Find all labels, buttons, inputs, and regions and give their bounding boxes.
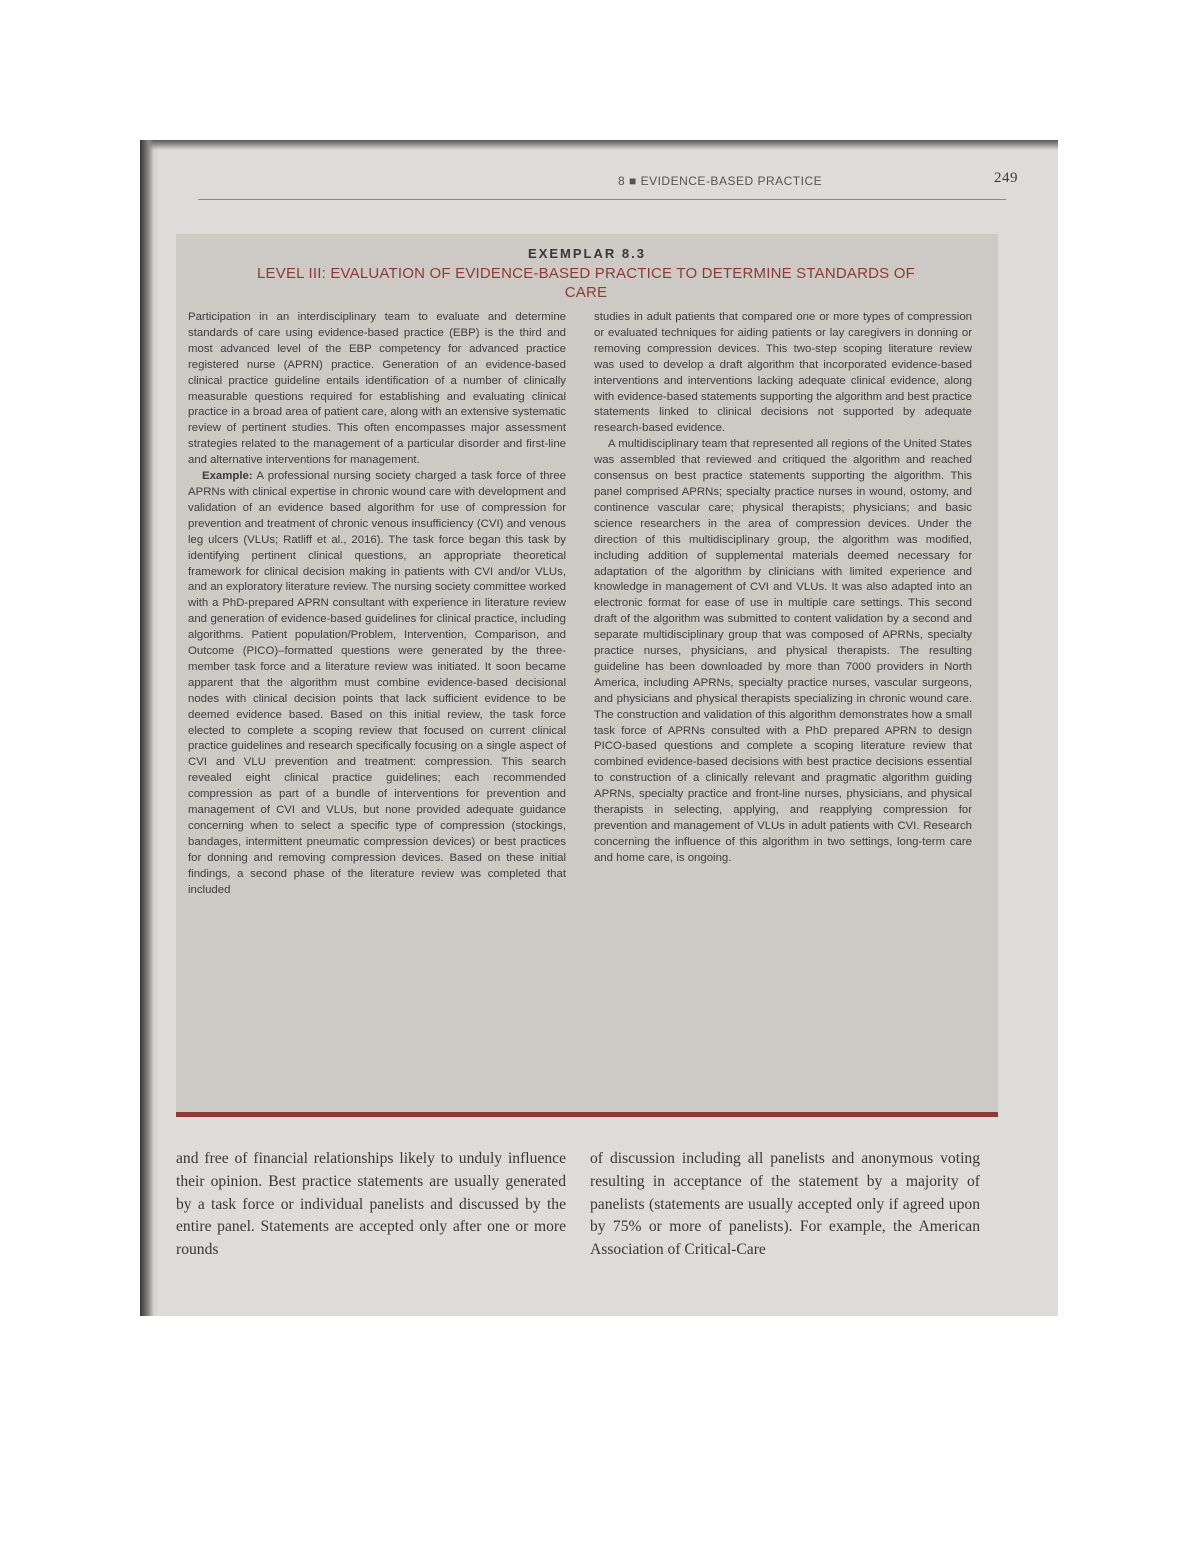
exemplar-right-column [594, 310, 972, 867]
page-shadow-top [140, 140, 1058, 150]
photographed-page [140, 140, 1058, 1316]
exemplar-paragraph: Participation in an interdisciplinary team to evaluate and determine standards of care using evidence-based practice (EBP) is the third and most advanced level of the EBP competency for advanced practice registered nurse (APRN) practice. Generation of an evidence-based clinical practice guideline entails identification of a number of clinically measurable questions required for establishing and evaluating clinical practice in a broad area of patient care, along with an extensive systematic review of pertinent studies. This often encompasses major assessment strategies related to the management of a particular disorder and first-line and alternative interventions for management. [188, 311, 566, 467]
body-paragraph: and free of financial relationships likely to unduly influence their opinion. Best practice statements are usually generated by a task force or individual panelists and discussed by the entire panel. Statements are accepted only after one or more rounds [176, 1150, 566, 1259]
page-number: 249 [994, 170, 1018, 186]
body-paragraph: of discussion including all panelists and anonymous voting resulting in acceptance of the statement by a majority of panelists (statements are usually accepted only if agreed upon by 75% or more of panelists). For example, the American Association of Critical-Care [590, 1150, 980, 1259]
exemplar-box [176, 234, 998, 1112]
exemplar-paragraph [188, 469, 566, 898]
body-right-column [590, 1148, 980, 1262]
exemplar-left-column [188, 310, 566, 899]
header-rule [198, 199, 1006, 200]
exemplar-bottom-rule [176, 1112, 998, 1117]
chapter-title: 8 ■ EVIDENCE-BASED PRACTICE [618, 174, 823, 188]
book-page [158, 146, 1058, 1316]
exemplar-label: EXEMPLAR 8.3 [528, 246, 646, 261]
page-shadow-left [140, 140, 154, 1316]
running-head [618, 170, 1018, 188]
exemplar-paragraph: A multidisciplinary team that represented all regions of the United States was assembled that reviewed and critiqued the algorithm and reached consensus on best practice statements supporting the algorithm. This panel comprised APRNs; specialty practice nurses in wound, ostomy, and continence vascular care; physical therapists; physicians; and basic science researchers in the area of compression devices. Under the direction of this multidisciplinary group, the algorithm was modified, including addition of supplemental materials deemed necessary for adaptation of the algorithm by clinicians with limited experience and knowledge in management of CVI and VLUs. It was also adapted into an electronic format for ease of use in multiple care settings. This second draft of the algorithm was submitted to content validation by a second and separate multidisciplinary group that was composed of APRNs, specialty practice nurses, physicians, and physical therapists. The resulting guideline has been downloaded by more than 7000 providers in North America, including APRNs, specialty practice nurses, vascular surgeons, and physicians and physical therapists specializing in chronic wound care. The construction and validation of this algorithm demonstrates how a small task force of APRNs consulted with a PhD prepared APRN to design PICO-based questions and complete a scoping literature review that combined evidence-based decisions with best practice decisions essential to construction of a clinically relevant and pragmatic algorithm guiding APRNs, specialty practice and front-line nurses, physicians, and physical therapists in selecting, applying, and reapplying compression for prevention and management of VLUs in adult patients with CVI. Research concerning the influence of this algorithm in two settings, long-term care and home care, is ongoing. [594, 438, 972, 864]
example-text: A professional nursing society charged a task force of three APRNs with clinical expertise in chronic wound care with development and validation of an evidence based algorithm for use of compression for prevention and treatment of chronic venous insufficiency (CVI) and venous leg ulcers (VLUs; Ratliff et al., 2016). The task force began this task by identifying pertinent clinical questions, an appropriate theoretical framework for clinical decision making in patients with CVI and/or VLUs, and an exploratory literature review. The nursing society committee worked with a PhD-prepared APRN consultant with experience in literature review and generation of evidence-based guidelines for clinical practice, including algorithms. Patient population/Problem, Intervention, Comparison, and Outcome (PICO)–formatted questions were generated by the three-member task force and a literature review was initiated. It soon became apparent that the algorithm must combine evidence-based decisional nodes with clinical decision points that lack sufficient evidence to be deemed evidence based. Based on this initial review, the task force elected to complete a scoping review that focused on current clinical practice guidelines and research specifically focusing on a single aspect of CVI and VLU prevention and treatment: compression. This search revealed eight clinical practice guidelines; each recommended compression as part of a bundle of interventions for prevention and management of CVI and VLUs, but none provided adequate guidance concerning when to select a specific type of compression (stockings, bandages, intermittent pneumatic compression devices) or best practices for donning and removing compression devices. Based on these initial findings, a second phase of the literature review was completed that included [188, 470, 566, 896]
exemplar-title: LEVEL III: EVALUATION OF EVIDENCE-BASED PRACTICE TO DETERMINE STANDARDS OF CARE [257, 265, 915, 301]
exemplar-paragraph: studies in adult patients that compared one or more types of compression or evaluated techniques for aiding patients or lay caregivers in donning or removing compression devices. This two-step scoping literature review was used to develop a draft algorithm that incorporated evidence-based interventions and interventions lacking adequate clinical evidence, along with evidence-based statements supporting the algorithm and best practice statements linked to clinical decisions not supported by adequate research-based evidence. [594, 311, 973, 435]
body-left-column [176, 1148, 566, 1262]
example-lead: Example: [202, 470, 253, 483]
